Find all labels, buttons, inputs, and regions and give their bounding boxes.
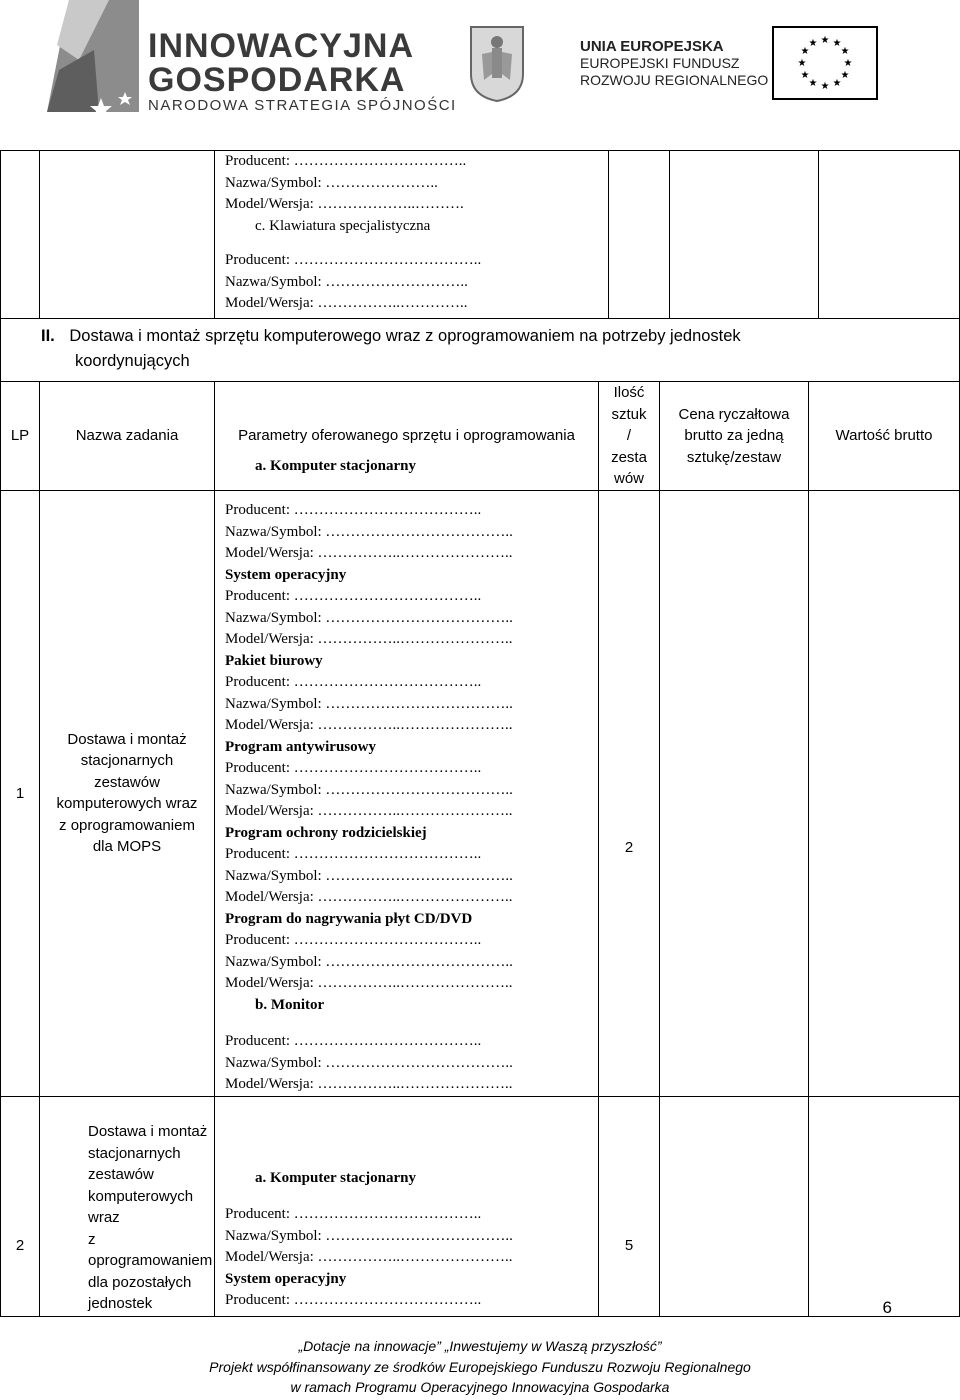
row-price: [660, 490, 809, 1096]
model-line: Model/Wersja: ……………..…………………..: [225, 803, 513, 819]
cont-qty-cell: [609, 151, 670, 319]
header-value: Wartość brutto: [809, 382, 960, 491]
table-row: [1, 1096, 960, 1316]
brand-line-3: NARODOWA STRATEGIA SPÓJNOŚCI: [148, 97, 457, 114]
cont-params-cell: [215, 151, 609, 319]
nazwa-line: Nazwa/Symbol: ………………………………..: [225, 1227, 513, 1244]
section-number: II.: [41, 327, 55, 345]
row-lp: 2: [1, 1096, 40, 1316]
row-name-line: dla MOPS: [92, 838, 162, 855]
eu-fund-text: [580, 38, 770, 89]
row-name-line: Dostawa i montaż: [88, 1123, 208, 1140]
nazwa-line: Nazwa/Symbol: ………………………………..: [225, 781, 513, 798]
model-line: Model/Wersja: ……………..…………………..: [225, 545, 513, 561]
page-number: 6: [882, 1298, 892, 1317]
header-qty-line: Ilość: [613, 384, 645, 401]
row-name: [40, 1096, 215, 1316]
header-lp: LP: [1, 382, 40, 491]
header-name: Nazwa zadania: [40, 382, 215, 491]
producent-line: Producent: ………………………………..: [225, 760, 482, 776]
section-title-line-2: koordynujących: [75, 352, 190, 370]
footer-line-2: Projekt współfinansowany ze środków Europejskiego Funduszu Rozwoju Regionalnego: [209, 1359, 751, 1375]
row-name-line: jednostek: [88, 1295, 153, 1312]
footer-line-1: „Dotacje na innowacje” „Inwestujemy w Waszą przyszłość”: [298, 1338, 662, 1354]
nazwa-line: Nazwa/Symbol: ………………………..: [225, 273, 468, 290]
table-row: [1, 490, 960, 1096]
software-section-heading: Program ochrony rodzicielskiej: [225, 824, 427, 841]
header-qty: [599, 382, 660, 491]
header-price-line: brutto za jedną: [684, 427, 784, 444]
row-params: [215, 1096, 599, 1316]
producent-line: Producent: ………………………………..: [225, 674, 482, 690]
svg-text:★: ★: [840, 46, 850, 57]
row-qty: 5: [599, 1096, 660, 1316]
svg-text:★: ★: [808, 38, 818, 49]
producent-line: Producent: ………………………………..: [225, 252, 482, 268]
cont-name-cell: [40, 151, 215, 319]
row-name-line: stacjonarnych: [88, 1144, 181, 1162]
header-qty-line: /: [626, 427, 632, 444]
continuation-table: [0, 150, 960, 382]
model-line: Model/Wersja: ……………..…………………..: [225, 631, 513, 647]
nazwa-line: Nazwa/Symbol: ………………………………..: [225, 867, 513, 884]
model-line: Model/Wersja: ……………..…………………..: [225, 975, 513, 991]
item-c-heading: c. Klawiatura specjalistyczna: [255, 217, 431, 234]
nazwa-line: Nazwa/Symbol: ………………………………..: [225, 523, 513, 540]
svg-text:★: ★: [800, 46, 810, 57]
svg-text:★: ★: [840, 70, 850, 81]
producent-line: Producent: ………………………………..: [225, 1206, 482, 1222]
svg-text:★: ★: [820, 81, 830, 92]
row-name-line: komputerowych wraz: [56, 795, 198, 812]
brand-line-1: INNOWACYJNA: [148, 27, 415, 65]
header-price-line: sztukę/zestaw: [686, 448, 782, 466]
section-title-line-1: Dostawa i montaż sprzętu komputerowego wraz z oprogramowaniem na potrzeby jednostek: [69, 327, 741, 345]
svg-text:★: ★: [808, 78, 818, 89]
cont-price-cell: [670, 151, 819, 319]
item-a-heading: a. Komputer stacjonarny: [255, 1169, 416, 1186]
nazwa-line: Nazwa/Symbol: ………………………………..: [225, 1054, 513, 1071]
svg-text:★: ★: [843, 58, 853, 69]
row-value: [809, 490, 960, 1096]
model-line: Model/Wersja: ……………..…………..: [225, 295, 468, 311]
section-title-cell: [1, 319, 960, 382]
svg-text:★: ★: [820, 35, 830, 46]
cont-lp-cell: [1, 151, 40, 319]
producent-line: Producent: ………………………………..: [225, 1033, 482, 1049]
ig-emblem-icon: [39, 0, 149, 120]
eu-line-1: UNIA EUROPEJSKA: [580, 38, 724, 55]
eu-flag-icon: [772, 26, 878, 100]
model-line: Model/Wersja: ……………..…………………..: [225, 717, 513, 733]
item-a-heading: a. Komputer stacjonarny: [255, 457, 416, 474]
header-price: [660, 382, 809, 491]
software-section-heading: Program antywirusowy: [225, 738, 376, 755]
row-name-line: z oprogramowaniem: [59, 816, 195, 834]
producent-line: Producent: ………………………………..: [225, 588, 482, 604]
nazwa-line: Nazwa/Symbol: …………………..: [225, 174, 438, 191]
model-line: Model/Wersja: ……………..…………………..: [225, 889, 513, 905]
row-price: [660, 1096, 809, 1316]
svg-text:★: ★: [832, 38, 842, 49]
eu-line-2: EUROPEJSKI FUNDUSZ: [580, 55, 740, 71]
row-name: [40, 490, 215, 1096]
row-name-line: Dostawa i montaż: [67, 730, 187, 748]
innowacyjna-gospodarka-logo: [36, 0, 456, 120]
software-section-heading: Pakiet biurowy: [225, 652, 323, 669]
software-section-heading: Program do nagrywania płyt CD/DVD: [225, 910, 473, 927]
row-value: [809, 1096, 960, 1316]
model-line: Model/Wersja: ……………..…………………..: [225, 1076, 513, 1092]
model-line: Model/Wersja: ……………..…………………..: [225, 1249, 513, 1265]
producent-line: Producent: ………………………………..: [225, 846, 482, 862]
row-lp: 1: [1, 490, 40, 1096]
svg-text:★: ★: [800, 70, 810, 81]
nazwa-line: Nazwa/Symbol: ………………………………..: [225, 695, 513, 712]
row-name-line: z oprogramowaniem: [88, 1230, 213, 1269]
cont-value-cell: [819, 151, 960, 319]
svg-text:★: ★: [832, 78, 842, 89]
header-params: Parametry oferowanego sprzętu i oprogramowania: [215, 382, 599, 491]
brand-line-2: GOSPODARKA: [148, 61, 406, 99]
software-section-heading: System operacyjny: [225, 566, 347, 583]
model-line: Model/Wersja: ………………..……….: [225, 196, 464, 212]
header-qty-line: sztuk: [611, 405, 647, 423]
svg-text:★: ★: [797, 58, 807, 69]
item-b-heading: b. Monitor: [255, 996, 325, 1013]
header-qty-line: zesta: [611, 448, 647, 466]
producent-line: Producent: ………………………………..: [225, 1292, 482, 1308]
header-qty-line: wów: [613, 470, 644, 487]
nazwa-line: Nazwa/Symbol: ………………………………..: [225, 609, 513, 626]
producent-line: Producent: ……………………………..: [225, 153, 467, 169]
row-params: [215, 457, 599, 1096]
software-section-heading: System operacyjny: [225, 1270, 347, 1287]
producent-line: Producent: ………………………………..: [225, 932, 482, 948]
row-name-line: dla pozostałych: [88, 1273, 192, 1291]
header-price-line: Cena ryczałtowa: [678, 405, 790, 423]
footer-line-3: w ramach Programu Operacyjnego Innowacyjna Gospodarka: [290, 1379, 670, 1395]
row-qty: 2: [599, 490, 660, 1096]
nazwa-line: Nazwa/Symbol: ………………………………..: [225, 953, 513, 970]
producent-line: Producent: ………………………………..: [225, 502, 482, 518]
offer-table: [0, 381, 960, 1317]
eu-line-3: ROZWOJU REGIONALNEGO: [580, 72, 769, 88]
row-name-line: komputerowych wraz: [88, 1187, 194, 1226]
coat-of-arms-icon: [468, 24, 526, 102]
row-name-line: zestawów: [88, 1166, 154, 1183]
row-name-line: stacjonarnych: [80, 752, 174, 769]
row-name-line: zestawów: [94, 773, 160, 791]
